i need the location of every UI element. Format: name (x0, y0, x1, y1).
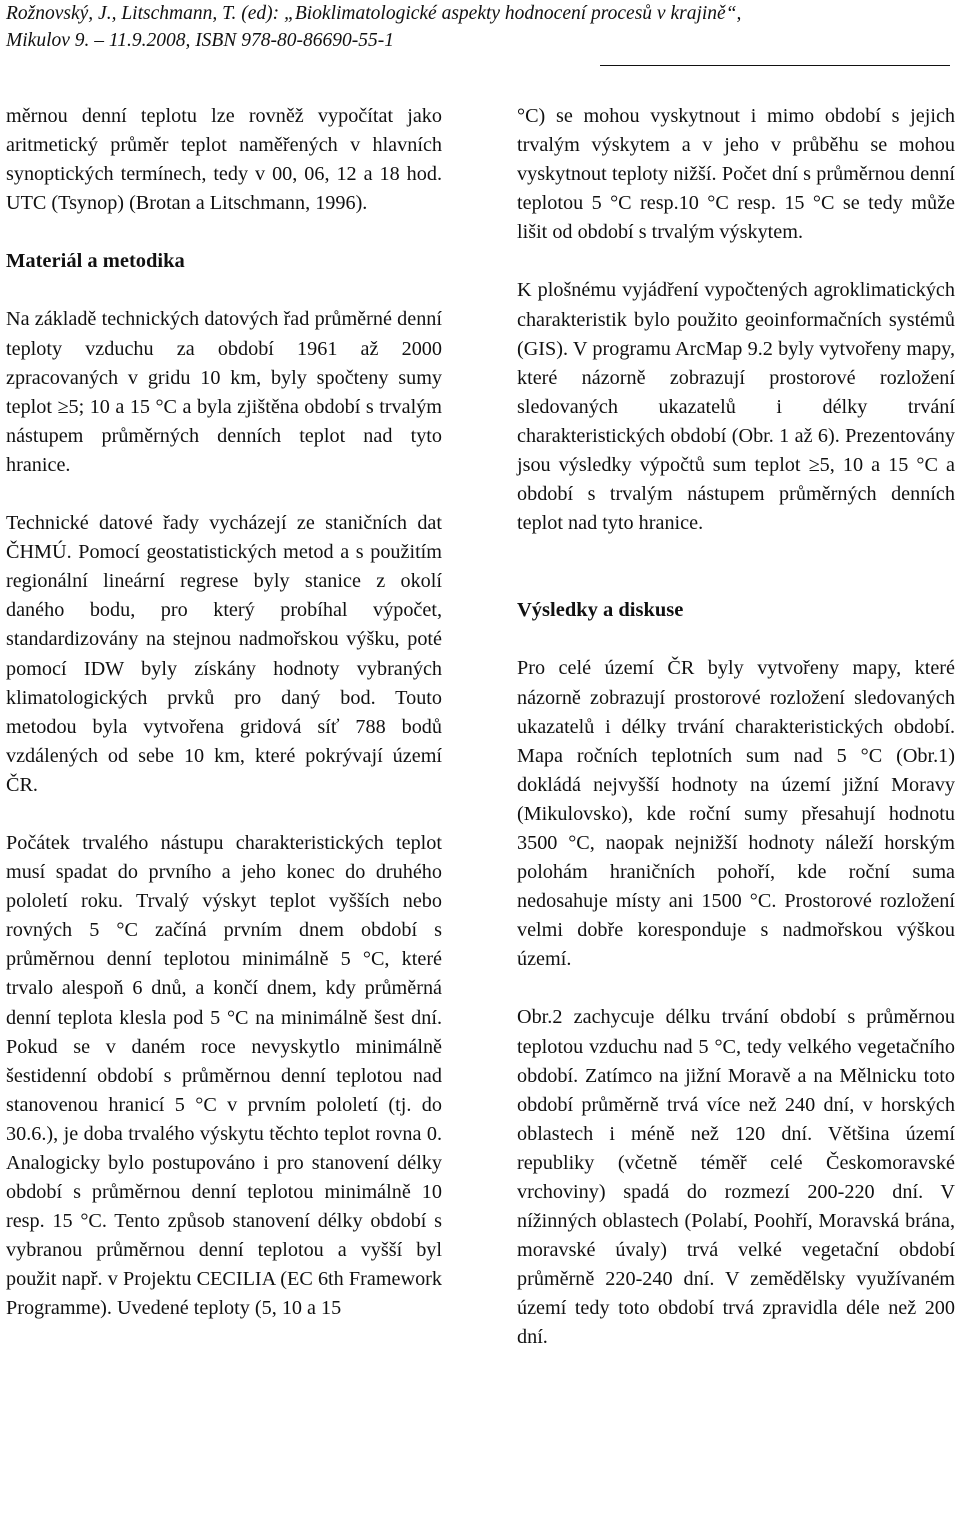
paragraph-station-data: Technické datové řady vycházejí ze staničních dat ČHMÚ. Pomocí geostatistických metod a s použitím regionální lineární regrese byly stanice z okolí daného bodu, pro který probíhal výpočet, standardizovány na stejnou nadmořskou výšku, poté pomocí IDW byly získány hodnoty vybraných klimatologických prvků pro daný bod. Touto metodou byla vytvořena gridová síť 788 bodů vzdálených od sebe 10 km, které pokrývají území ČR. (6, 512, 442, 796)
section-heading-materials-methods: Materiál a metodika (6, 250, 185, 273)
paragraph-intro-continued: měrnou denní teplotu lze rovněž vypočítat jako aritmetický průměr teplot naměřených v hlavních synoptických termínech, tedy v 00, 06, 12 a 18 hod. UTC (Tsynop) (Brotan a Litschmann, 1996). (6, 105, 442, 215)
paragraph-temperature-sums: Pro celé území ČR byly vytvořeny mapy, které názorně zobrazují prostorové rozložení sledovaných ukazatelů i délky trvání charakteristických období. Mapa ročních teplotních sum nad 5 °C (Obr.1) dokládá nejvyšší hodnoty na území jižní Moravy (Mikulovsko), kde roční sumy přesahují hodnotu 3500 °C, naopak nejnižší hodnoty náleží horským polohám hraničních pohoří, kde roční suma nedosahuje místy ani 1500 °C. Prostorové rozložení velmi dobře koresponduje s nadmořskou výškou území. (517, 657, 955, 971)
section-heading-results-discussion: Výsledky a diskuse (517, 599, 684, 622)
left-column (6, 102, 442, 1324)
right-column (517, 102, 955, 1353)
header-isbn-line: Mikulov 9. – 11.9.2008, ISBN 978-80-86690-55-1 (6, 30, 394, 51)
paragraph-onset-definition: Počátek trvalého nástupu charakteristických teplot musí spadat do prvního a jeho konec do druhého pololetí roku. Trvalý výskyt teplot vyšších nebo rovných 5 °C začíná prvním dnem období s průměrnou denní teplotou minimálně 5 °C, které trvalo alespoň 6 dnů, a končí dnem, kdy průměrná denní teplota klesla pod 5 °C na minimálně šest dní. Pokud se v daném roce nevyskytlo minimálně šestidenní období s průměrnou denní teplotou nad stanovenou hranicí 5 °C v prvním pololetí (tj. do 30.6.), je doba trvalého výskytu těchto teplot rovna 0. Analogicky bylo postupováno i pro stanovení délky období s průměrnou denní teplotou minimálně 10 resp. 15 °C. Tento způsob stanovení délky období s vybranou průměrnou denní teplotou a vyšší byl použit např. v Projektu CECILIA (EC 6th Framework Programme). Uvedené teploty (5, 10 a 15 (6, 831, 442, 1320)
paragraph-data-series: Na základě technických datových řad průměrné denní teploty vzduchu za období 1961 až 2000 zpracovaných v gridu 10 km, byly spočteny sumy teplot ≥5; 10 a 15 °C a byla zjištěna období s trvalým nástupem průměrných denních teplot nad tyto hranice. (6, 308, 442, 476)
header-rule (600, 65, 950, 66)
paragraph-temperature-occurrence: °C) se mohou vyskytnout i mimo období s jejich trvalým výskytem a v jeho v průběhu se mohou vyskytnout teploty nižší. Počet dní s průměrnou denní teplotou 5 °C resp.10 °C resp. 15 °C se tedy může lišit od období s trvalým výskytem. (517, 105, 955, 244)
paragraph-gis: K plošnému vyjádření vypočtených agroklimatických charakteristik bylo použito geoinformačních systémů (GIS). V programu ArcMap 9.2 byly vytvořeny mapy, které názorně zobrazují prostorové rozložení sledovaných ukazatelů i délky trvání charakteristických období (Obr. 1 až 6). Prezentovány jsou výsledky výpočtů sum teplot ≥5, 10 a 15 °C a období s trvalým nástupem průměrných denních teplot nad tyto hranice. (517, 279, 955, 535)
paragraph-vegetation-period: Obr.2 zachycuje délku trvání období s průměrnou teplotou vzduchu nad 5 °C, tedy velkého vegetačního období. Zatímco na jižní Moravě a na Mělnicku toto období průměrně trvá více než 240 dní, v horských oblastech i méně než 120 dní. Většina území republiky (včetně téměř celé Českomoravské vrchoviny) spadá do rozmezí 200-220 dní. V nížinných oblastech (Polabí, Poohří, Moravská brána, moravské úvaly) trvá velké vegetační období průměrně 220-240 dní. V zemědělsky využívaném území tedy toto období trvá zpravidla déle než 200 dní. (517, 1006, 955, 1349)
header-citation-line: Rožnovský, J., Litschmann, T. (ed): „Bioklimatologické aspekty hodnocení procesů v krajině“, (6, 3, 742, 24)
running-header (6, 0, 946, 54)
